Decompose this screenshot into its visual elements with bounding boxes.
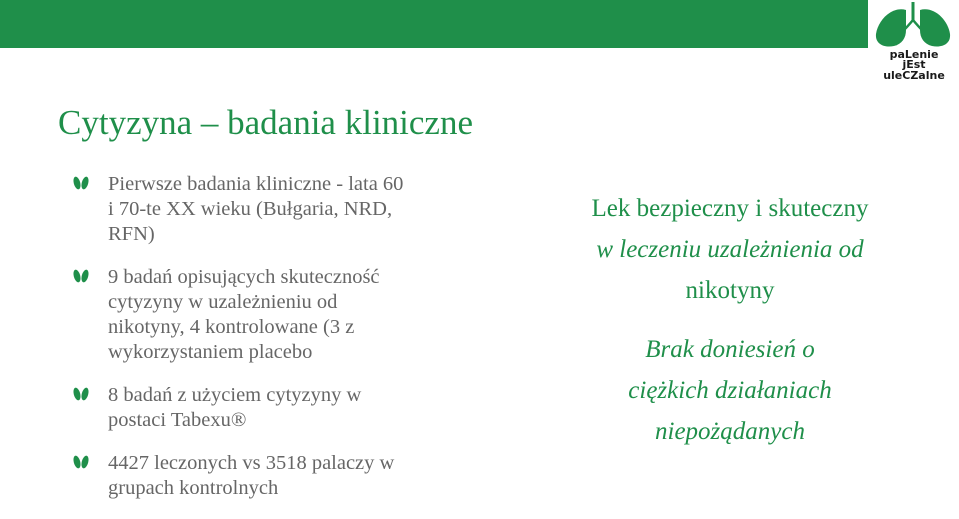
bullet-item	[72, 172, 492, 247]
leaf-pair-icon	[72, 269, 90, 283]
bullet-line: nikotyny, 4 kontrolowane (3 z	[108, 316, 355, 338]
warning-line: niepożądanych	[655, 418, 805, 445]
lungs-icon	[868, 0, 959, 50]
statement-line: w leczeniu uzależnienia od	[596, 236, 864, 263]
top-band	[0, 0, 959, 48]
logo-text-line-2: jEst	[902, 58, 926, 71]
bullet-line: 4427 leczonych vs 3518 palaczy w	[108, 452, 395, 474]
bullet-line: grupach kontrolnych	[108, 477, 279, 499]
bullet-line: RFN)	[108, 223, 155, 245]
right-panel	[520, 188, 940, 452]
bullet-line: i 70-te XX wieku (Bułgaria, NRD,	[108, 198, 393, 220]
bullet-line: 9 badań opisujących skuteczność	[108, 266, 380, 288]
bullet-item	[72, 265, 492, 365]
bullet-line: postaci Tabexu®	[108, 409, 247, 431]
leaf-pair-icon	[72, 176, 90, 190]
bullet-item	[72, 451, 492, 501]
warning-line: ciężkich działaniach	[628, 377, 832, 404]
logo-text-line-1: paLenie	[889, 48, 939, 61]
statement-line: Lek bezpieczny i skuteczny	[591, 195, 869, 222]
slide-title: Cytyzyna – badania kliniczne	[58, 103, 473, 142]
leaf-pair-icon	[72, 387, 90, 401]
warning-line: Brak doniesień o	[645, 336, 815, 363]
bullet-line: cytyzyny w uzależnieniu od	[108, 291, 338, 313]
logo-text-line-3: uleCZalne	[883, 69, 945, 82]
bullet-list	[72, 172, 492, 519]
adverse-events-statement	[520, 329, 940, 452]
efficacy-statement	[520, 188, 940, 311]
bullet-line: 8 badań z użyciem cytyzyny w	[108, 384, 362, 406]
leaf-pair-icon	[72, 455, 90, 469]
bullet-line: Pierwsze badania kliniczne - lata 60	[108, 173, 404, 195]
bullet-line: wykorzystaniem placebo	[108, 341, 313, 363]
logo	[868, 0, 959, 88]
statement-line: nikotyny	[685, 277, 775, 304]
bullet-item	[72, 383, 492, 433]
